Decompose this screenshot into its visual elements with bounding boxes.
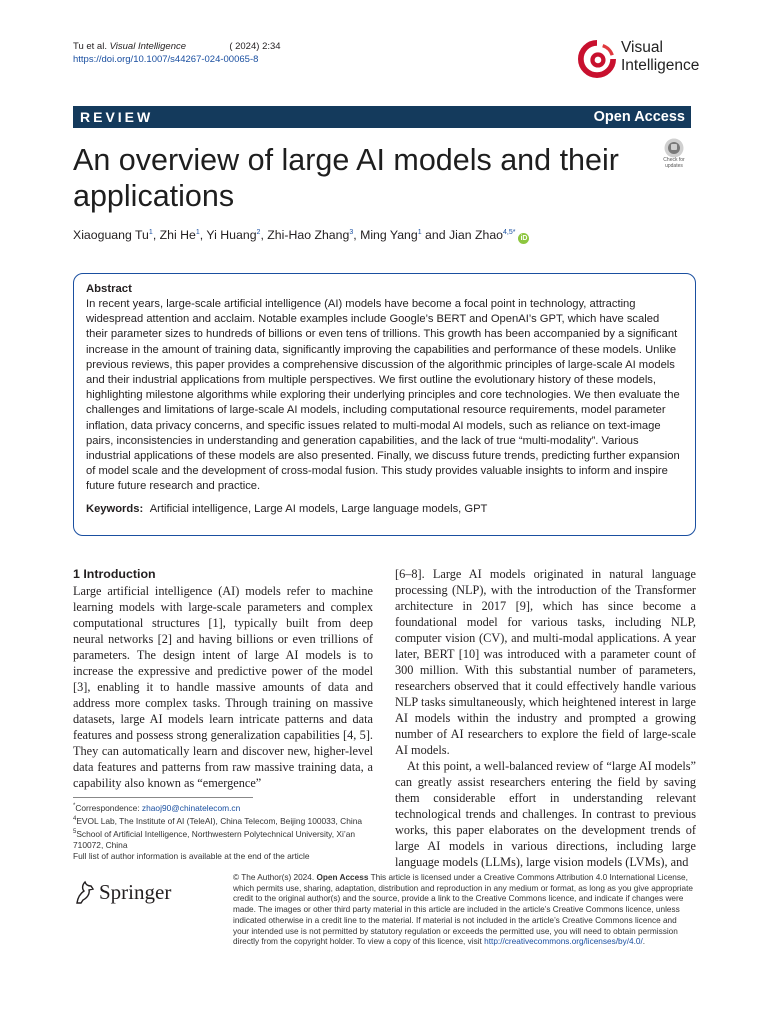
correspondence-email-link[interactable]: zhaoj90@chinatelecom.cn xyxy=(141,802,241,813)
check-for-updates-button[interactable] xyxy=(656,137,692,171)
intro-paragraph-left: Large artificial intelligence (AI) models refer to machine learning models with large-scale parameters and complex computational structures [1], typically built from deep neural networks [2] and having billions or even trillions of parameters. The design intent of large AI models is to increase the expressive and predictive power of the model [3], enabling it to handle massive amounts of data and address more complex tasks. Through training on massive datasets, large AI models learn intricate patterns and data features and possess strong generalization capabilities [4, 5]. They can automatically learn and discover new, higher-level data features and patterns from raw massive training data, a capability also known as “emergence” xyxy=(73,584,373,790)
section-heading-introduction: 1 Introduction xyxy=(73,567,156,581)
abstract-heading: Abstract xyxy=(86,283,132,295)
check-updates-line-2: updates xyxy=(665,162,683,169)
author-name: Xiaoguang Tu xyxy=(73,228,149,243)
author-affiliation-sup: 1 xyxy=(195,229,200,236)
logo-line-2: Intelligence xyxy=(621,57,700,74)
author-separator: , xyxy=(353,228,361,243)
citation-authors: Tu et al. xyxy=(73,41,107,52)
author-separator: , xyxy=(199,228,207,243)
publisher-logo xyxy=(73,879,183,907)
abstract-text: In recent years, large-scale artificial intelligence (AI) models have become a focal point in technology, attracting widespread attention and acclaim. Notable examples include Google’s BERT and OpenAI’s GPT, which have scaled their parameter sizes to hundreds of billions or even tens of trillions. This growth has been accompanied by a significant increase in the amount of training data, significantly improving the capabilities and performance of these models. Unlike previous reviews, this paper provides a comprehensive discussion of the algorithmic principles of large-scale AI models and their industrial applications from multiple perspectives. We first outline the evolutionary history of these models, highlighting milestone algorithms while exploring their underlying principles and core technologies. We then evaluate the challenges and limitations of large-scale AI models, including computational resource requirements, model parameter inflation, data privacy concerns, and specific issues related to multi-modal AI models, such as reliance on text-image pairs, inconsistencies in understanding and generation capabilities, and the lack of true “multi-modality”. Various industrial applications of these models are also presented. Finally, we discuss future trends, predicting further expansion of model scale and the development of cross-modal fusion. This study provides valuable insights to inform and inspire future future research and practice. xyxy=(86,298,680,493)
keywords-label: Keywords: xyxy=(86,502,144,515)
author-name: Ming Yang xyxy=(360,228,418,243)
author-name: Yi Huang xyxy=(206,228,257,243)
year: ( 2024) xyxy=(229,41,260,52)
correspondence-label: Correspondence: xyxy=(75,802,142,813)
journal-logo[interactable] xyxy=(578,38,698,82)
visual-intelligence-logo-icon xyxy=(578,40,616,78)
author-name: Jian Zhao xyxy=(449,228,504,243)
orcid-icon[interactable]: iD xyxy=(520,235,528,243)
springer-horse-icon xyxy=(73,879,97,905)
logo-line-1: Visual xyxy=(621,39,663,56)
check-updates-icon xyxy=(656,137,692,158)
license-text: This article is licensed under a Creative Commons Attribution 4.0 International License, which permits use, sharing, adaptation, distribution and reproduction in any medium or format, as long as you give appropriate credit to the original author(s) and the source, provide a link to the Creative Commons licence, and indicate if changes were made. The images or other third party material in this article are included in the article’s Creative Commons licence, unless indicated otherwise in a credit line to the material. If material is not included in the article’s Creative Commons licence and your intended use is not permitted by statutory regulation or exceeds the permitted use, you will need to obtain permission directly from the copyright holder. To view a copy of this licence, visit xyxy=(233,873,693,947)
journal-name: Visual Intelligence xyxy=(109,41,187,52)
affiliation-5: School of Artificial Intelligence, Northwestern Polytechnical University, Xi’an 710072, China xyxy=(73,828,356,850)
license-link[interactable]: http://creativecommons.org/licenses/by/4.0/ xyxy=(484,937,643,947)
author-affiliation-sup: 1 xyxy=(417,229,422,236)
full-author-info-note: Full list of author information is available at the end of the article xyxy=(73,851,310,862)
keywords xyxy=(86,502,683,517)
open-access-bold: Open Access xyxy=(316,873,369,882)
right-column xyxy=(395,566,696,870)
article-number: 2:34 xyxy=(262,41,281,52)
author-name: Zhi-Hao Zhang xyxy=(267,228,350,243)
author-affiliation-sup: 1 xyxy=(148,229,153,236)
footnotes: *Correspondence: zhaoj90@chinatelecom.cn $^4$EVOL Lab, The Institute of AI (TeleAI), China Telecom, Beijing 100033, China $^5$School of Artificial Intelligence, Northwestern Polytechnical University, Xi’an 710072, China Full list of author information is available at the end of the article xyxy=(73,801,373,862)
keywords-list: Artificial intelligence, Large AI models, Large language models, GPT xyxy=(149,502,488,515)
author-separator: and xyxy=(421,228,449,243)
copyright-text: © The Author(s) 2024. xyxy=(233,873,317,882)
author-name: Zhi He xyxy=(159,228,196,243)
open-access-label: Open Access xyxy=(593,108,685,125)
intro-paragraph-right-1: [6–8]. Large AI models originated in natural language processing (NLP), with the introduction of the Transformer architecture in 2017 [9], which has since become a foundational model for various tasks, including NLP, computer vision (CV), and multi-modal applications. A year later, BERT [10] was introduced with a parameter count of 300 million. With this substantial number of parameters, researchers observed that it could effectively handle various NLP tasks simultaneously, which heightened interest in large AI models within the industry and prompted a growing number of AI researchers to explore the field of large-scale AI models. xyxy=(395,567,696,757)
author-list xyxy=(73,225,529,244)
license-notice xyxy=(233,873,695,948)
author-separator: , xyxy=(260,228,268,243)
doi-link[interactable]: https://doi.org/10.1007/s44267-024-00065-8 xyxy=(73,54,259,65)
author-affiliation-sup: 2 xyxy=(256,229,261,236)
article-title: An overview of large AI models and their applications xyxy=(73,143,619,213)
author-separator: , xyxy=(152,228,160,243)
author-affiliation-sup: 3 xyxy=(349,229,354,236)
section-label: REVIEW xyxy=(80,109,154,125)
abstract-box xyxy=(73,273,696,536)
author-affiliation-sup: 4,5* xyxy=(503,229,516,236)
citation-header xyxy=(73,40,281,66)
affiliation-4: EVOL Lab, The Institute of AI (TeleAI), China Telecom, Beijing 100033, China xyxy=(76,815,363,826)
left-column xyxy=(73,566,373,791)
check-updates-line-1: Check for xyxy=(663,157,685,163)
publisher-name: Springer xyxy=(99,880,172,904)
section-bar xyxy=(73,106,691,128)
license-end: . xyxy=(642,937,646,947)
footnote-divider xyxy=(73,797,253,798)
intro-paragraph-right-2: At this point, a well-balanced review of “large AI models” can greatly assist researchers entering the field by saving them considerable effort in understanding relevant technological trends and challenges. In contrast to previous works, this paper elaborates on the development trends of large AI models in various directions, including large language models (LLMs), large vision models (LVMs), and xyxy=(395,759,696,869)
